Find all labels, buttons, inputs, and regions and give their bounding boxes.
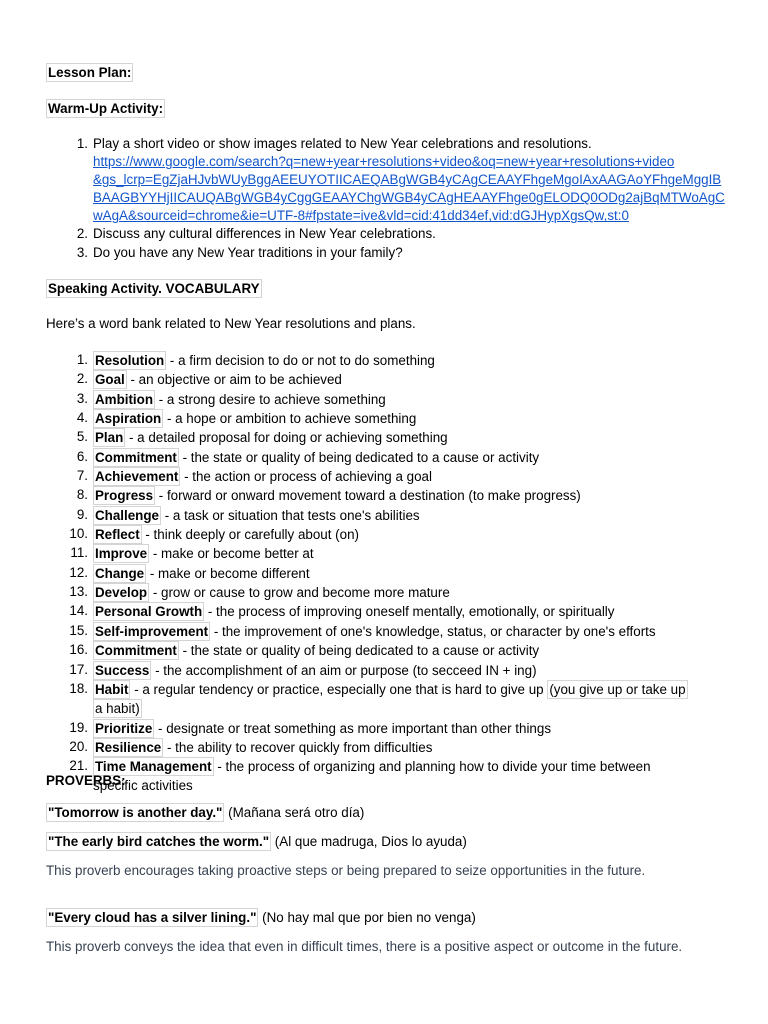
vocabulary-term: Personal Growth xyxy=(95,604,203,620)
warm-up-item-3: 3. Do you have any New Year traditions in your family? xyxy=(76,244,403,260)
vocabulary-definition: - a task or situation that tests one's abilities xyxy=(161,507,420,523)
vocabulary-definition: - think deeply or carefully about (on) xyxy=(141,527,359,543)
word-bank-intro: Here’s a word bank related to New Year resolutions and plans. xyxy=(46,316,416,331)
vocabulary-definition: - forward or onward movement toward a destination (to make progress) xyxy=(155,488,581,504)
vocabulary-item: 12. Change - make or become different xyxy=(69,564,310,581)
vocabulary-item: 15. Self-improvement - the improvement of one's knowledge, status, or character by one's efforts xyxy=(69,622,656,639)
vocabulary-definition: - the process of organizing and planning how to divide your time between xyxy=(213,759,651,775)
vocabulary-item: 10. Reflect - think deeply or carefully about (on) xyxy=(69,526,359,543)
vocabulary-term: Self-improvement xyxy=(95,623,209,639)
warm-up-list xyxy=(46,135,746,262)
vocabulary-term: Habit xyxy=(95,681,129,697)
vocabulary-term: Commitment xyxy=(95,449,177,465)
vocabulary-definition: - the ability to recover quickly from difficulties xyxy=(163,739,433,755)
vocabulary-term: Resilience xyxy=(95,739,162,755)
vocabulary-term: Improve xyxy=(95,546,148,562)
vocabulary-term: Success xyxy=(95,662,150,678)
vocabulary-item: 21. Time Management - the process of organizing and planning how to divide your time between specific activities xyxy=(69,758,651,793)
vocabulary-definition: - a regular tendency or practice, especially one that is hard to give up xyxy=(130,681,548,697)
proverb-2: "The early bird catches the worm." (Al que madruga, Dios lo ayuda) xyxy=(48,834,467,849)
vocabulary-term: Time Management xyxy=(95,759,212,775)
vocabulary-term: Ambition xyxy=(95,391,154,407)
vocabulary-term: Achievement xyxy=(95,469,179,485)
vocabulary-term: Progress xyxy=(95,488,154,504)
vocabulary-definition: - the accomplishment of an aim or purpose (to secceed IN + ing) xyxy=(151,662,537,678)
video-search-link[interactable]: https://www.google.com/search?q=new+year+resolutions+video&oq=new+year+resolutions+video &gs_lcrp=EgZjaHJvbWUyBggAEEUYOTIICAEQABgWGB4yCAgCEAAYFhgeMgoIAxAAGAoYFhgeMggIB BAAGBYYHjIICAUQABgWGB4yCggGEAAYChgWGB4yCAgHEAAYFhge0gELODQ0ODg2ajBqMTWoAgC wAgA&sourceid=chrome&ie=UTF-8#fpstate=ive&vld=cid:41dd34ef,vid:dGJHypXgsQw,st:0 xyxy=(93,154,725,224)
vocabulary-definition: - grow or cause to grow and become more mature xyxy=(149,585,450,601)
vocabulary-item: 8. Progress - forward or onward movement toward a destination (to make progress) xyxy=(76,487,581,504)
proverb-3-explanation: This proverb conveys the idea that even in difficult times, there is a positive aspect or outcome in the future. xyxy=(46,939,683,954)
vocabulary-definition: - the improvement of one's knowledge, status, or character by one's efforts xyxy=(210,623,656,639)
warm-up-heading: Warm-Up Activity: xyxy=(48,101,164,116)
vocabulary-item: 18. Habit - a regular tendency or practice, especially one that is hard to give up (you give up or take up a habit) xyxy=(69,680,686,717)
vocabulary-definition: - make or become better at xyxy=(149,546,314,562)
vocabulary-term: Change xyxy=(95,565,145,581)
vocabulary-definition: - a detailed proposal for doing or achieving something xyxy=(125,430,448,446)
vocabulary-definition-continued: specific activities xyxy=(93,777,193,793)
speaking-activity-heading: Speaking Activity. VOCABULARY xyxy=(48,281,260,296)
vocabulary-item: 9. Challenge - a task or situation that tests one's abilities xyxy=(76,506,420,523)
vocabulary-item: 6. Commitment - the state or quality of being dedicated to a cause or activity xyxy=(76,448,540,465)
vocabulary-definition: - designate or treat something as more important than other things xyxy=(154,720,552,736)
vocabulary-definition: - the state or quality of being dedicated to a cause or activity xyxy=(178,643,540,659)
vocabulary-item: 19. Prioritize - designate or treat something as more important than other things xyxy=(69,719,552,736)
proverb-2-explanation: This proverb encourages taking proactive steps or being prepared to seize opportunities in the future. xyxy=(46,863,646,878)
vocabulary-item: 2. Goal - an objective or aim to be achieved xyxy=(76,371,342,388)
vocabulary-term: Prioritize xyxy=(95,720,153,736)
proverb-3: "Every cloud has a silver lining." (No hay mal que por bien no venga) xyxy=(48,910,476,925)
vocabulary-definition: - the action or process of achieving a goal xyxy=(180,469,432,485)
vocabulary-definition: - the process of improving oneself mentally, emotionally, or spiritually xyxy=(204,604,615,620)
vocabulary-term: Reflect xyxy=(95,527,140,543)
vocabulary-term: Commitment xyxy=(95,643,177,659)
vocabulary-definition: - a firm decision to do or not to do something xyxy=(166,353,435,368)
vocabulary-term: Resolution xyxy=(95,353,165,368)
lesson-plan-heading: Lesson Plan: xyxy=(48,65,132,80)
vocabulary-term: Develop xyxy=(95,585,148,601)
vocabulary-item: 13. Develop - grow or cause to grow and become more mature xyxy=(69,584,450,601)
vocabulary-item: 16. Commitment - the state or quality of being dedicated to a cause or activity xyxy=(69,642,540,659)
vocabulary-term: Goal xyxy=(95,372,125,388)
vocabulary-definition: - the state or quality of being dedicated to a cause or activity xyxy=(178,449,540,465)
vocabulary-item: 3. Ambition - a strong desire to achieve something xyxy=(76,390,386,407)
vocabulary-item: 20. Resilience - the ability to recover quickly from difficulties xyxy=(69,738,433,755)
proverb-1: "Tomorrow is another day." (Mañana será otro día) xyxy=(48,805,365,820)
vocabulary-note: (you give up or take up xyxy=(549,681,686,697)
vocabulary-term: Plan xyxy=(95,430,124,446)
vocabulary-item: 4. Aspiration - a hope or ambition to achieve something xyxy=(76,410,417,427)
vocabulary-note-continued: a habit) xyxy=(95,701,140,717)
warm-up-item-1: 1. Play a short video or show images related to New Year celebrations and resolutions. https://www.google.com/search?q=new+year+resolutions+video&oq=new+year+resolutions+video &gs_lcrp=EgZjaHJvbWUyBggAEEUYOTIICAEQABgWGB4yCAgCEAAYFhgeMgoIAxAAGAoYFhgeMggIB BAAGBYYHjIICAUQABgWGB4yCggGEAAYChgWGB4yCAgHEAAYFhge0gELODQ0ODg2ajBqMTWoAgC wAgA&sourceid=chrome&ie=UTF-8#fpstate=ive&vld=cid:41dd34ef,vid:dGJHypXgsQw,st:0 xyxy=(46,135,746,225)
vocabulary-term: Aspiration xyxy=(95,411,162,427)
vocabulary-item: 11. Improve - make or become better at xyxy=(70,545,314,562)
vocabulary-definition: - a hope or ambition to achieve something xyxy=(163,411,417,427)
vocabulary-term: Challenge xyxy=(95,507,159,523)
vocabulary-item: 5. Plan - a detailed proposal for doing or achieving something xyxy=(76,429,448,446)
vocabulary-definition: - a strong desire to achieve something xyxy=(155,391,386,407)
vocabulary-item: 17. Success - the accomplishment of an aim or purpose (to secceed IN + ing) xyxy=(69,661,537,678)
vocabulary-item: 14. Personal Growth - the process of improving oneself mentally, emotionally, or spiritually xyxy=(69,603,615,620)
warm-up-item-2: 2. Discuss any cultural differences in New Year celebrations. xyxy=(76,226,436,242)
vocabulary-definition: - make or become different xyxy=(146,565,310,581)
vocabulary-item: 1. Resolution - a firm decision to do or not to do something xyxy=(76,352,435,368)
proverbs-heading: PROVERBS: xyxy=(46,773,126,788)
vocabulary-definition: - an objective or aim to be achieved xyxy=(126,372,342,388)
vocabulary-item: 7. Achievement - the action or process of achieving a goal xyxy=(76,468,432,485)
vocabulary-list xyxy=(46,351,746,795)
